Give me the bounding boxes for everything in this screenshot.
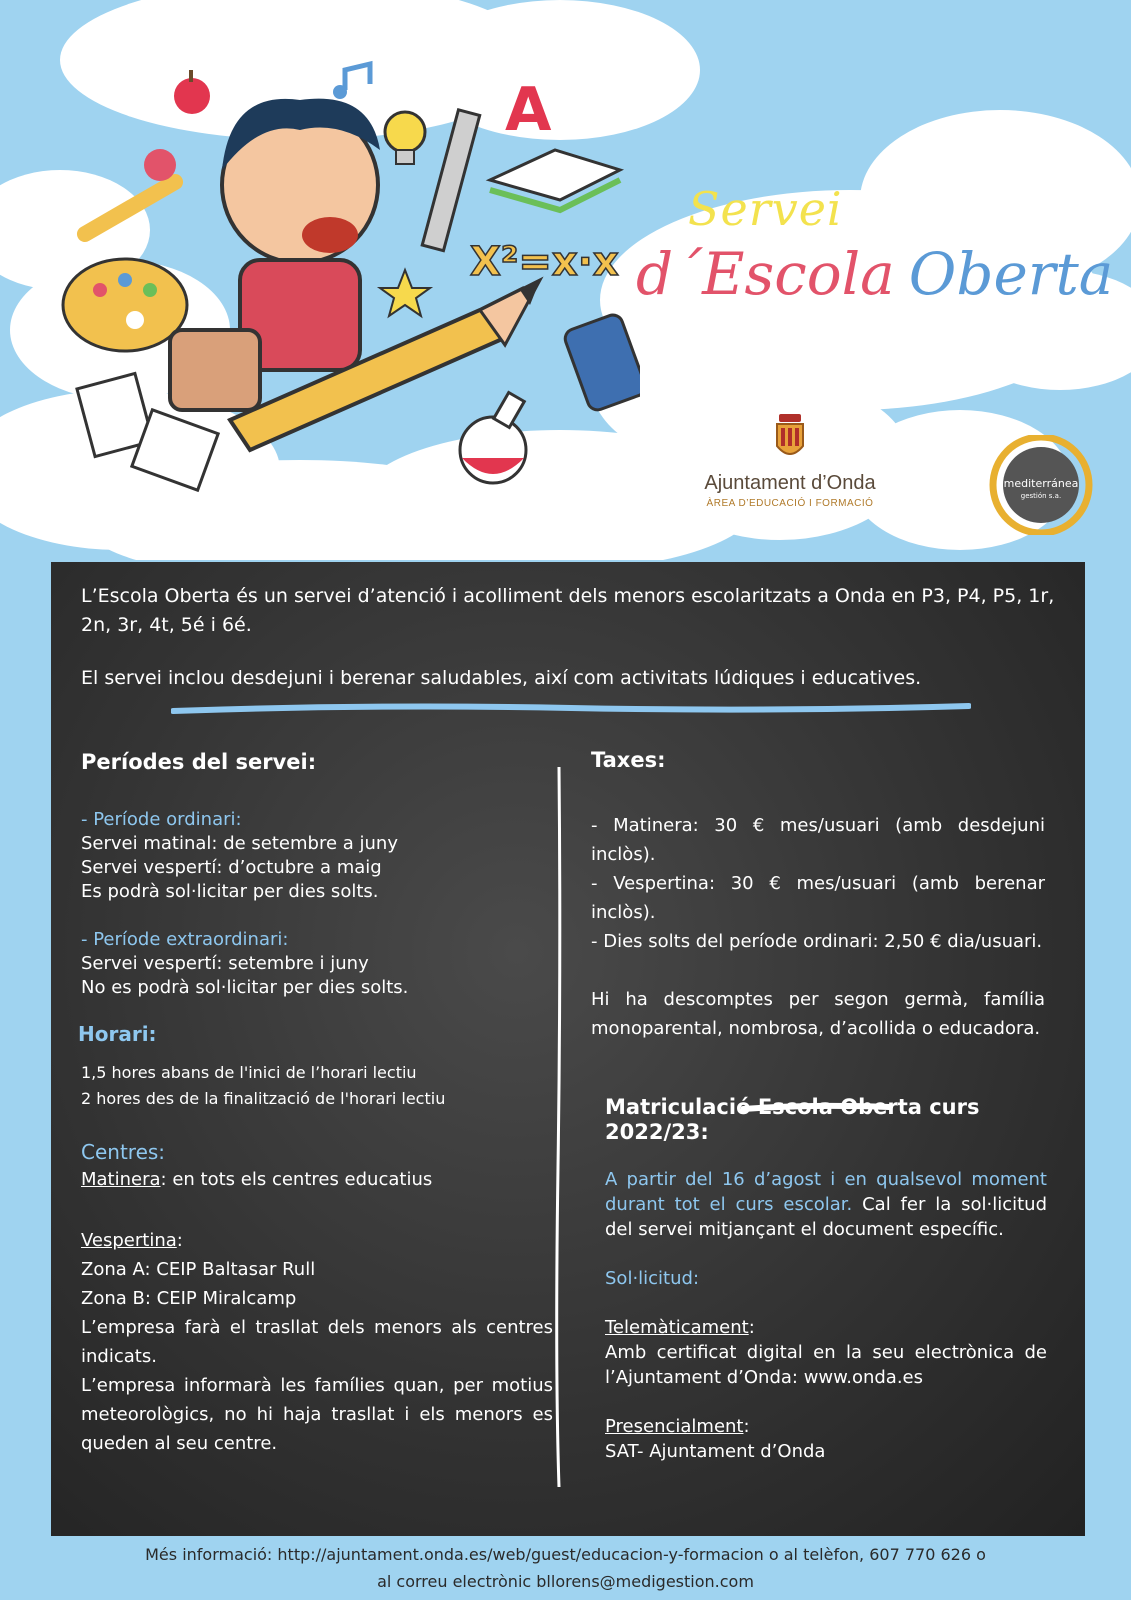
horari-lines	[81, 1060, 553, 1112]
taxes-list	[591, 811, 1045, 956]
trasllat-text: L’empresa farà el trasllat dels menors als centres indicats.	[81, 1317, 553, 1367]
presencial-text: SAT- Ajuntament d’Onda	[605, 1441, 826, 1462]
extra-line: No es podrà sol·licitar per dies solts.	[81, 977, 409, 998]
chalkboard	[51, 562, 1085, 1536]
taxes-title: Taxes:	[591, 748, 666, 772]
telematic-label: Telemàticament	[605, 1317, 749, 1338]
boy-figure	[170, 99, 380, 410]
matinera-label: Matinera	[81, 1169, 161, 1190]
horari-title: Horari:	[78, 1022, 157, 1046]
light-bulb-icon	[385, 112, 425, 164]
matricula-section	[605, 1095, 1047, 1464]
left-column	[78, 742, 553, 1458]
ajuntament-logo	[690, 412, 890, 509]
column-divider	[555, 767, 563, 1487]
ordinari-line: Es podrà sol·licitar per dies solts.	[81, 881, 379, 902]
matricula-title: Matriculació Escola Oberta curs 2022/23:	[605, 1095, 980, 1144]
title-word-oberta: Oberta	[908, 240, 1114, 308]
apple-icon	[174, 70, 210, 114]
book-icon	[490, 150, 620, 210]
formula-icon: X²=x·x	[470, 239, 619, 285]
right-column	[591, 742, 1045, 1464]
horari-line: 1,5 hores abans de l'inici de l’horari lectiu	[81, 1063, 417, 1082]
matricula-text	[605, 1167, 1047, 1242]
descomptes-text: Hi ha descomptes per segon germà, família monoparental, nombrosa, d’acollida o educadora.	[591, 989, 1045, 1039]
periode-ordinari	[81, 808, 553, 904]
page-title	[636, 240, 1113, 308]
logo-name: Ajuntament d’Onda	[704, 472, 876, 494]
ordinari-line: Servei matinal: de setembre a juny	[81, 833, 398, 854]
ordinari-label: - Període ordinari:	[81, 809, 242, 830]
telematic-colon: :	[748, 1317, 755, 1338]
intro-section	[81, 582, 1071, 717]
palette-icon	[63, 259, 187, 351]
paint-brush-icon	[74, 149, 186, 245]
matricula-body: Cal fer la sol·licitud del servei mitjançant el document específic.	[605, 1194, 1047, 1240]
letter-a-icon: A	[505, 75, 552, 145]
matricula-highlight: A partir del 16 d’agost i en qualsevol moment durant tot el curs escolar.	[605, 1169, 1047, 1215]
ordinari-line: Servei vespertí: d’octubre a maig	[81, 857, 382, 878]
calculator-icon	[562, 312, 640, 412]
intro-paragraph-1: L’Escola Oberta és un servei d’atenció i acolliment dels menors escolaritzats a Onda en P3, P4, P5, 1r, 2n, 3r, 4t, 5é i 6é.	[81, 585, 1055, 636]
tax-vespertina: - Vespertina: 30 € mes/usuari (amb berenar inclòs).	[591, 873, 1045, 923]
title-word-escola: d´Escola	[636, 240, 895, 308]
star-icon	[380, 270, 430, 316]
horari-line: 2 hores des de la finalització de l'horari lectiu	[81, 1089, 446, 1108]
partner-logo-text: mediterránea	[1003, 477, 1079, 490]
telematic-text: Amb certificat digital en la seu electrònica de l’Ajuntament d’Onda: www.onda.es	[605, 1342, 1047, 1388]
centres-title: Centres:	[81, 1140, 166, 1164]
tax-matinera: - Matinera: 30 € mes/usuari (amb desdejuni inclòs).	[591, 815, 1045, 865]
title-servei: Servei	[688, 182, 843, 236]
bag-icon	[170, 330, 260, 410]
chalk-stroke-divider	[171, 702, 971, 716]
music-note-icon	[333, 64, 370, 99]
footer-line-1[interactable]: Més informació: http://ajuntament.onda.es/web/guest/educacion-y-formacion o al telèfon, 607 770 626 o	[145, 1545, 986, 1564]
sollicitud-label: Sol·licitud:	[605, 1268, 700, 1289]
matinera-text: : en tots els centres educatius	[160, 1169, 433, 1190]
presencial-colon: :	[743, 1416, 750, 1437]
flask-icon	[460, 393, 526, 483]
periode-extraordinari	[81, 928, 553, 1000]
header	[0, 0, 1131, 560]
student-illustration	[0, 0, 640, 540]
logo-subtitle: ÀREA D’EDUCACIÓ I FORMACIÓ	[706, 498, 874, 509]
vespertina-label: Vespertina	[81, 1230, 177, 1251]
zona-a: Zona A: CEIP Baltasar Rull	[81, 1259, 316, 1280]
intro-paragraph-2: El servei inclou desdejuni i berenar saludables, així com activitats lúdiques i educatives.	[81, 667, 922, 689]
tax-dies-solts: - Dies solts del període ordinari: 2,50 € dia/usuari.	[591, 931, 1043, 952]
extra-label: - Període extraordinari:	[81, 929, 289, 950]
coat-of-arms-icon	[773, 412, 807, 464]
zona-b: Zona B: CEIP Miralcamp	[81, 1288, 297, 1309]
periodes-title: Períodes del servei:	[81, 750, 317, 774]
vespertina-block	[81, 1226, 553, 1458]
footer	[0, 1536, 1131, 1600]
ruler-icon	[422, 110, 479, 251]
informara-text: L’empresa informarà les famílies quan, per motius meteorològics, no hi haja trasllat i els menors es queden al seu centre.	[81, 1375, 553, 1454]
presencial-label: Presencialment	[605, 1416, 744, 1437]
matinera-line	[81, 1168, 553, 1192]
extra-line: Servei vespertí: setembre i juny	[81, 953, 369, 974]
partner-logo-sub: gestión s.a.	[1020, 492, 1062, 500]
mediterranea-logo	[983, 435, 1099, 539]
vespertina-colon: :	[176, 1230, 183, 1251]
footer-line-2[interactable]: al correu electrònic bllorens@medigestion.com	[377, 1572, 754, 1591]
